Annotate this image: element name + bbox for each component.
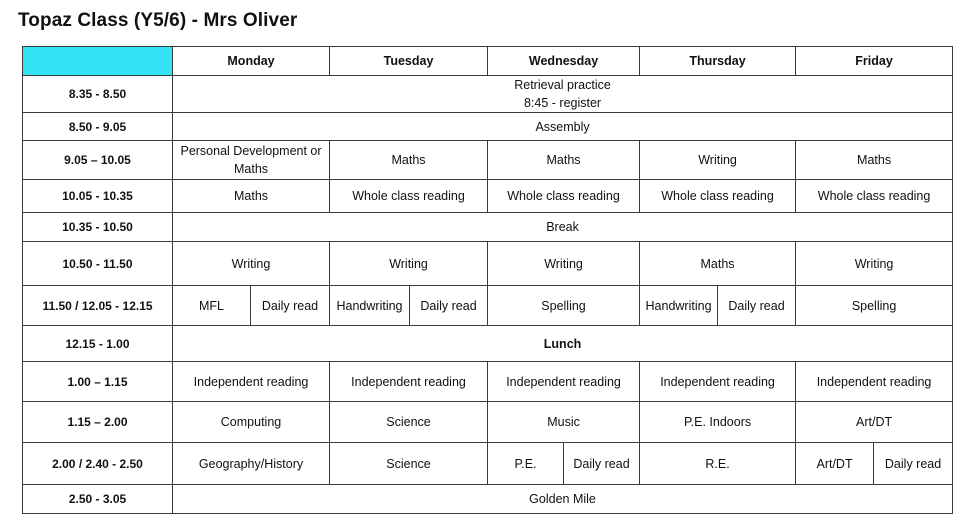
- lesson-cell: Science: [330, 443, 488, 485]
- lesson-cell: Whole class reading: [330, 180, 488, 213]
- lesson-cell: Writing: [488, 242, 640, 286]
- lesson-cell: Daily read: [410, 286, 488, 326]
- header-row: [23, 47, 953, 76]
- lesson-cell: P.E.: [488, 443, 564, 485]
- lesson-cell: Maths: [796, 141, 953, 180]
- lesson-cell: Independent reading: [640, 362, 796, 402]
- lesson-cell: Geography/History: [173, 443, 330, 485]
- lesson-cell: Independent reading: [330, 362, 488, 402]
- lesson-cell: Whole class reading: [640, 180, 796, 213]
- table-row: [23, 76, 953, 113]
- day-header-tuesday: Tuesday: [330, 47, 488, 76]
- lesson-cell: Assembly: [173, 113, 953, 141]
- day-header-monday: Monday: [173, 47, 330, 76]
- time-cell: 2.00 / 2.40 - 2.50: [23, 443, 173, 485]
- time-cell: 10.05 - 10.35: [23, 180, 173, 213]
- lesson-cell: Lunch: [173, 326, 953, 362]
- table-row: [23, 362, 953, 402]
- day-header-friday: Friday: [796, 47, 953, 76]
- lesson-cell: Personal Development or Maths: [173, 141, 330, 180]
- lesson-cell: Daily read: [874, 443, 953, 485]
- lesson-cell: Art/DT: [796, 443, 874, 485]
- table-row: [23, 213, 953, 242]
- lesson-cell: Maths: [173, 180, 330, 213]
- lesson-cell: Handwriting: [330, 286, 410, 326]
- lesson-cell: MFL: [173, 286, 251, 326]
- lesson-cell: Handwriting: [640, 286, 718, 326]
- lesson-cell: Maths: [488, 141, 640, 180]
- lesson-cell: Daily read: [718, 286, 796, 326]
- lesson-cell: Daily read: [564, 443, 640, 485]
- timetable: [22, 46, 953, 514]
- table-row: [23, 485, 953, 514]
- lesson-cell: Writing: [173, 242, 330, 286]
- lesson-cell: Writing: [796, 242, 953, 286]
- lesson-cell: Writing: [330, 242, 488, 286]
- lesson-cell: Spelling: [488, 286, 640, 326]
- lesson-cell: Computing: [173, 402, 330, 443]
- lesson-cell: Whole class reading: [796, 180, 953, 213]
- time-cell: 1.00 – 1.15: [23, 362, 173, 402]
- table-row: [23, 180, 953, 213]
- time-cell: 10.35 - 10.50: [23, 213, 173, 242]
- day-header-wednesday: Wednesday: [488, 47, 640, 76]
- lesson-cell: Independent reading: [796, 362, 953, 402]
- table-row: [23, 141, 953, 180]
- lesson-cell: Golden Mile: [173, 485, 953, 514]
- lesson-cell: Break: [173, 213, 953, 242]
- time-cell: 11.50 / 12.05 - 12.15: [23, 286, 173, 326]
- table-row: [23, 242, 953, 286]
- day-header-thursday: Thursday: [640, 47, 796, 76]
- lesson-line: 8:45 - register: [523, 96, 602, 110]
- time-cell: 2.50 - 3.05: [23, 485, 173, 514]
- time-cell: 9.05 – 10.05: [23, 141, 173, 180]
- time-cell: 8.50 - 9.05: [23, 113, 173, 141]
- table-row: [23, 443, 953, 485]
- lesson-cell: Independent reading: [488, 362, 640, 402]
- table-row: [23, 286, 953, 326]
- table-row: [23, 326, 953, 362]
- table-row: [23, 113, 953, 141]
- lesson-line: Retrieval practice: [514, 78, 611, 92]
- page-title: Topaz Class (Y5/6) - Mrs Oliver: [18, 10, 298, 31]
- header-corner-cell: [23, 47, 173, 76]
- lesson-cell: Daily read: [251, 286, 330, 326]
- time-cell: 1.15 – 2.00: [23, 402, 173, 443]
- time-cell: 10.50 - 11.50: [23, 242, 173, 286]
- lesson-cell: R.E.: [640, 443, 796, 485]
- lesson-cell: Maths: [640, 242, 796, 286]
- lesson-cell: Independent reading: [173, 362, 330, 402]
- lesson-cell: Science: [330, 402, 488, 443]
- lesson-cell: P.E. Indoors: [640, 402, 796, 443]
- lesson-cell: Spelling: [796, 286, 953, 326]
- table-row: [23, 402, 953, 443]
- lesson-cell: Music: [488, 402, 640, 443]
- lesson-cell: Maths: [330, 141, 488, 180]
- lesson-cell: Writing: [640, 141, 796, 180]
- lesson-cell: Whole class reading: [488, 180, 640, 213]
- time-cell: 12.15 - 1.00: [23, 326, 173, 362]
- lesson-cell: Art/DT: [796, 402, 953, 443]
- lesson-cell: [173, 76, 953, 113]
- time-cell: 8.35 - 8.50: [23, 76, 173, 113]
